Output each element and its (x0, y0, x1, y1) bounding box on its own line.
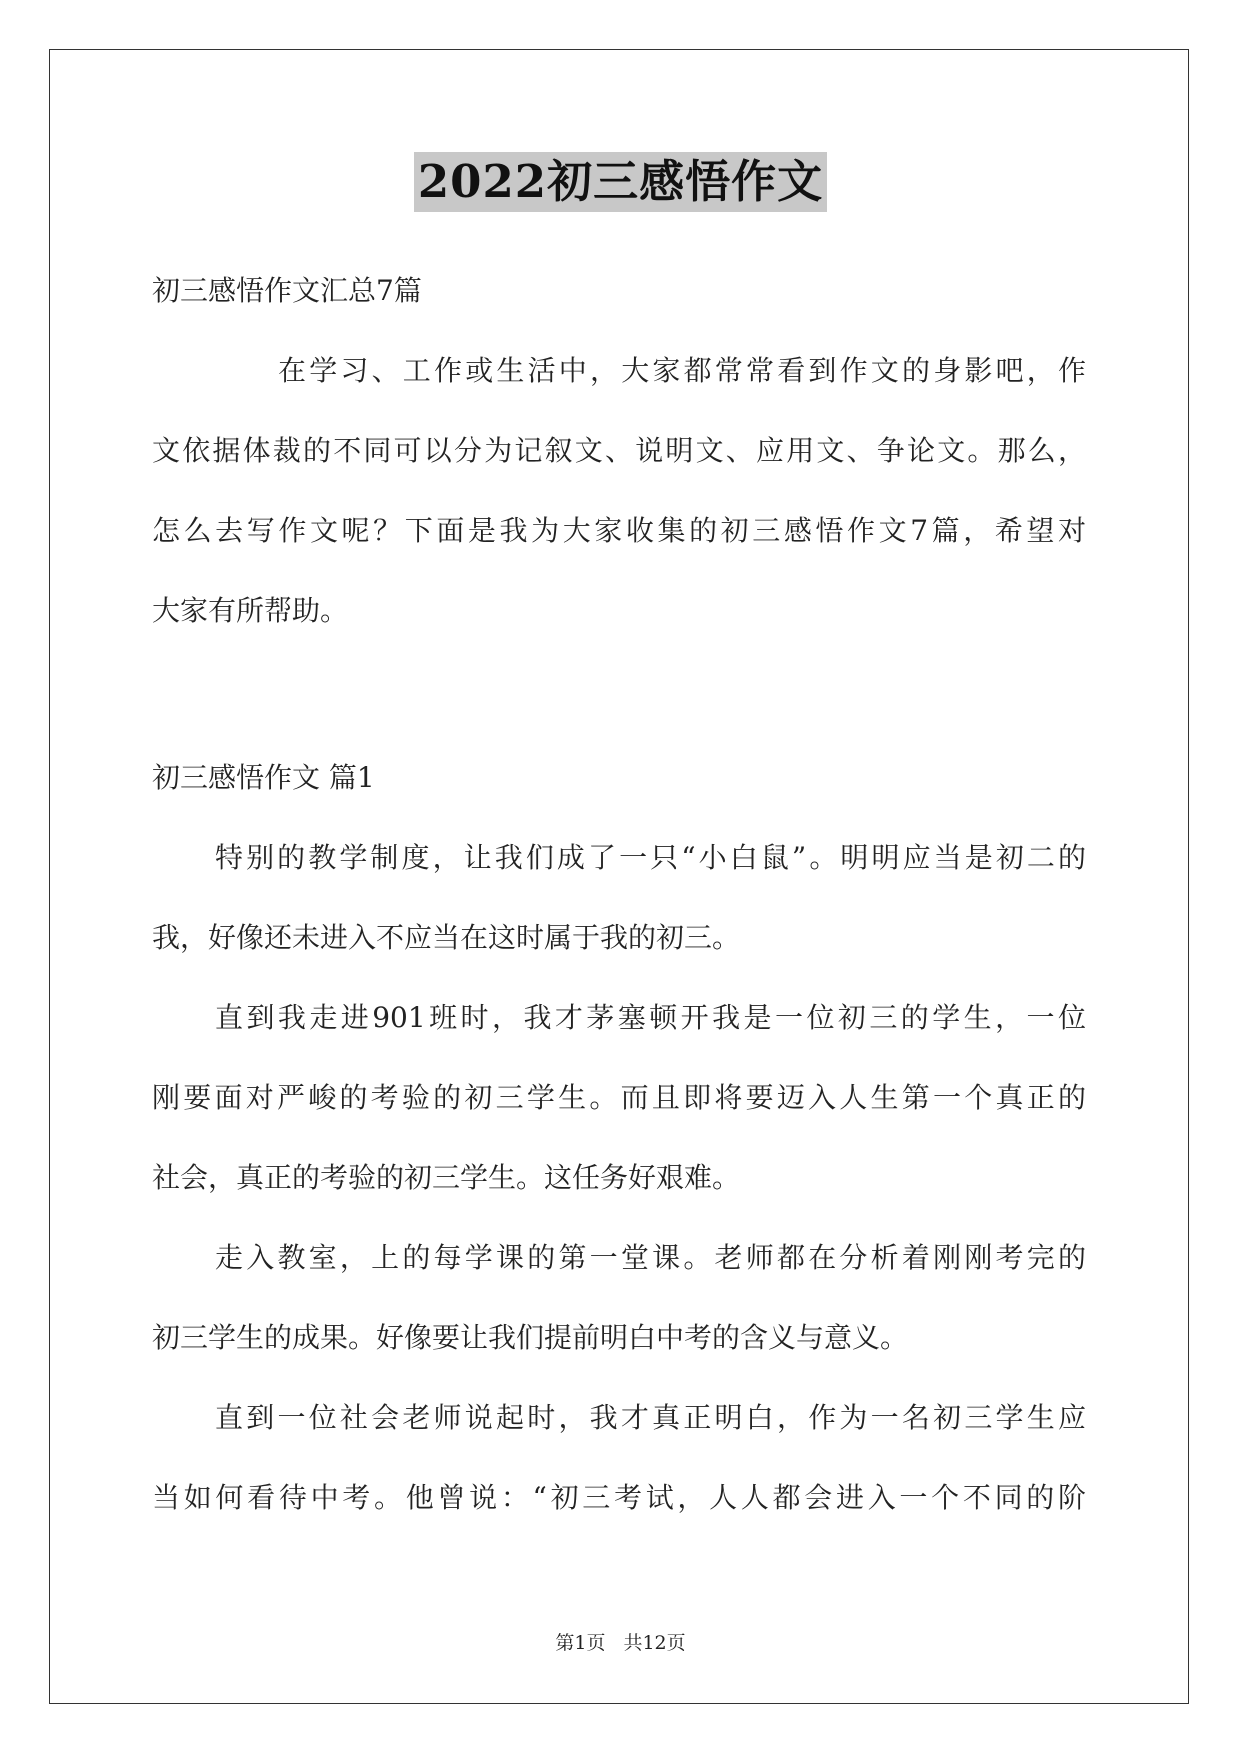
section-heading: 初三感悟作文 篇1 (152, 761, 375, 794)
total-pages: 共12页 (623, 1632, 686, 1654)
intro-line-1: 在学习、工作或生活中，大家都常常看到作文的身影吧，作 (278, 354, 1086, 387)
body-line-8: 直到一位社会老师说起时，我才真正明白，作为一名初三学生应 (215, 1401, 1086, 1434)
intro-line-2: 文依据体裁的不同可以分为记叙文、说明文、应用文、争论文。那么， (152, 434, 1086, 467)
body-line-2: 我，好像还未进入不应当在这时属于我的初三。 (152, 921, 741, 954)
page-footer (0, 1628, 1241, 1655)
body-line-6: 走入教室，上的每学课的第一堂课。老师都在分析着刚刚考完的 (215, 1241, 1086, 1274)
body-line-9: 当如何看待中考。他曾说：“初三考试，人人都会进入一个不同的阶 (152, 1481, 1086, 1514)
page-number: 第1页 (555, 1632, 606, 1654)
body-line-4: 刚要面对严峻的考验的初三学生。而且即将要迈入人生第一个真正的 (152, 1081, 1086, 1114)
intro-line-3: 怎么去写作文呢？下面是我为大家收集的初三感悟作文7篇，希望对 (152, 514, 1086, 547)
body-line-5: 社会，真正的考验的初三学生。这任务好艰难。 (152, 1161, 741, 1194)
document-title: 2022初三感悟作文 (414, 152, 827, 212)
body-line-3: 直到我走进901班时，我才茅塞顿开我是一位初三的学生，一位 (215, 1001, 1086, 1034)
intro-line-4: 大家有所帮助。 (152, 594, 349, 627)
body-line-1: 特别的教学制度，让我们成了一只“小白鼠”。明明应当是初二的 (215, 841, 1086, 874)
title-container (0, 152, 1241, 212)
body-line-7: 初三学生的成果。好像要让我们提前明白中考的含义与意义。 (152, 1321, 909, 1354)
document-subtitle: 初三感悟作文汇总7篇 (152, 274, 422, 307)
